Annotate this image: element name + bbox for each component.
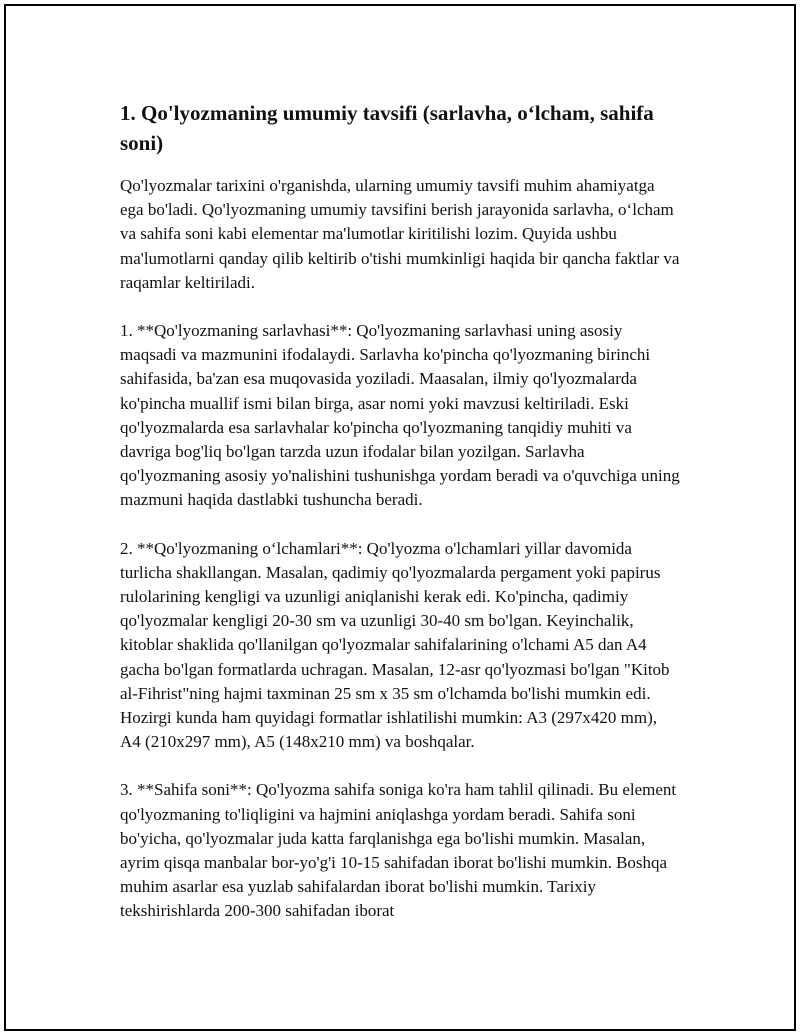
dimensions-paragraph: 2. **Qo'lyozmaning o‘lchamlari**: Qo'lyozma o'lchamlari yillar davomida turlicha shakllangan. Masalan, qadimiy qo'lyozmalarda pergament yoki papirus rulolarining kengligi va uzunligi aniqlanishi kerak edi. Ko'pincha, qadimiy qo'lyozmalar kengligi 20-30 sm va uzunligi 30-40 sm bo'lgan. Keyinchalik, kitoblar shaklida qo'llanilgan qo'lyozmalar sahifalarining o'lchami A5 dan A4 gacha bo'lgan formatlarda uchragan. Masalan, 12-asr qo'lyozmasi bo'lgan "Kitob al-Fihrist"ning hajmi taxminan 25 sm x 35 sm o'lchamda bo'lishi mumkin edi. Hozirgi kunda ham quyidagi formatlar ishlatilishi mumkin: A3 (297x420 mm), A4 (210x297 mm), A5 (148x210 mm) va boshqalar. (120, 538, 670, 752)
section-heading: 1. Qo'lyozmaning umumiy tavsifi (sarlavha, o‘lcham, sahifa soni) (120, 101, 654, 155)
title-paragraph: 1. **Qo'lyozmaning sarlavhasi**: Qo'lyozmaning sarlavhasi uning asosiy maqsadi va mazmunini ifodalaydi. Sarlavha ko'pincha qo'lyozmaning birinchi sahifasida, ba'zan esa muqovasida yoziladi. Maasalan, ilmiy qo'lyozmalarda ko'pincha muallif ismi bilan birga, asar nomi yoki mavzusi keltiriladi. Eski qo'lyozmalarda esa sarlavhalar ko'pincha qo'lyozmaning tanqidiy muhiti va davriga bog'liq bo'lgan tarzda uzun ifodalar bilan yozilgan. Sarlavha qo'lyozmaning asosiy yo'nalishini tushunishga yordam beradi va o'quvchiga uning mazmuni haqida dastlabki tushuncha beradi. (120, 321, 680, 510)
document-body (120, 98, 680, 948)
page-count-paragraph: 3. **Sahifa soni**: Qo'lyozma sahifa soniga ko'ra ham tahlil qilinadi. Bu element qo'lyozmaning to'liqligini va hajmini aniqlashga yordam beradi. Sahifa soni bo'yicha, qo'lyozmalar juda katta farqlanishga ega bo'lishi mumkin. Masalan, ayrim qisqa manbalar bor-yo'g'i 10-15 sahifadan iborat bo'lishi mumkin. Boshqa muhim asarlar esa yuzlab sahifalardan iborat bo'lishi mumkin. Tarixiy tekshirishlarda 200-300 sahifadan iborat (120, 780, 677, 921)
intro-paragraph: Qo'lyozmalar tarixini o'rganishda, ularning umumiy tavsifi muhim ahamiyatga ega bo'ladi. Qo'lyozmaning umumiy tavsifini berish jarayonida sarlavha, o‘lcham va sahifa soni kabi elementar ma'lumotlar kiritilishi lozim. Quyida ushbu ma'lumotlarni qanday qilib keltirib o'tishi mumkinligi haqida bir qancha faktlar va raqamlar keltiriladi. (120, 176, 680, 292)
page-frame (4, 4, 796, 1031)
